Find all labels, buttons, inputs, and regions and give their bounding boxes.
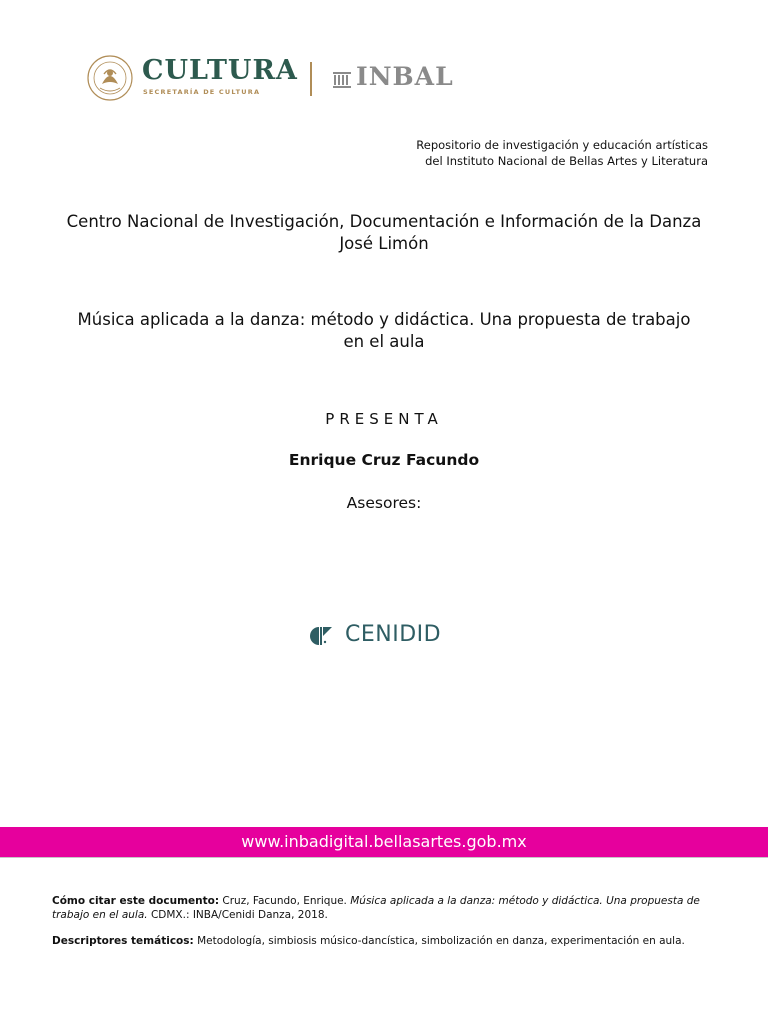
citation-authors: Cruz, Facundo, Enrique. <box>222 895 347 907</box>
cultura-logo-subtitle: SECRETARÍA DE CULTURA <box>143 88 261 96</box>
repository-line-1: Repositorio de investigación y educación artísticas <box>416 138 708 152</box>
descriptors-block <box>52 935 722 949</box>
descriptors-text: Metodología, simbiosis músico-dancística, simbolización en danza, experimentación en aula. <box>197 935 685 947</box>
presenta-label: PRESENTA <box>325 410 443 428</box>
cultura-logo-text: CULTURA <box>142 55 298 86</box>
citation-title: Música aplicada a la danza: método y didáctica. Una propuesta de trabajo en el aula. <box>52 895 700 921</box>
repository-line-2: del Instituto Nacional de Bellas Artes y Literatura <box>425 154 708 168</box>
repository-url-link[interactable]: www.inbadigital.bellasartes.gob.mx <box>241 832 527 851</box>
mexico-seal-logo <box>86 54 134 102</box>
document-title <box>0 309 768 353</box>
author-name: Enrique Cruz Facundo <box>288 451 480 469</box>
citation-label: Cómo citar este documento: <box>52 895 220 907</box>
center-name <box>0 211 768 255</box>
cenidid-logo-text: CENIDID <box>345 622 442 647</box>
citation-publisher: CDMX.: INBA/Cenidi Danza, 2018. <box>150 908 328 921</box>
inbal-building-icon <box>332 69 352 89</box>
repository-note <box>416 137 708 169</box>
band-bottom-rule <box>0 857 768 858</box>
inbal-logo-text: INBAL <box>356 62 454 91</box>
document-title-text: Música aplicada a la danza: método y didáctica. Una propuesta de trabajo en el aula <box>77 310 691 351</box>
logo-divider <box>310 62 312 96</box>
cenidid-mark-icon <box>309 625 333 647</box>
descriptors-label: Descriptores temáticos: <box>52 935 194 947</box>
advisors-label: Asesores: <box>346 494 422 512</box>
citation-block <box>52 895 722 922</box>
center-name-text: Centro Nacional de Investigación, Documentación e Información de la Danza José Limón <box>66 212 702 253</box>
